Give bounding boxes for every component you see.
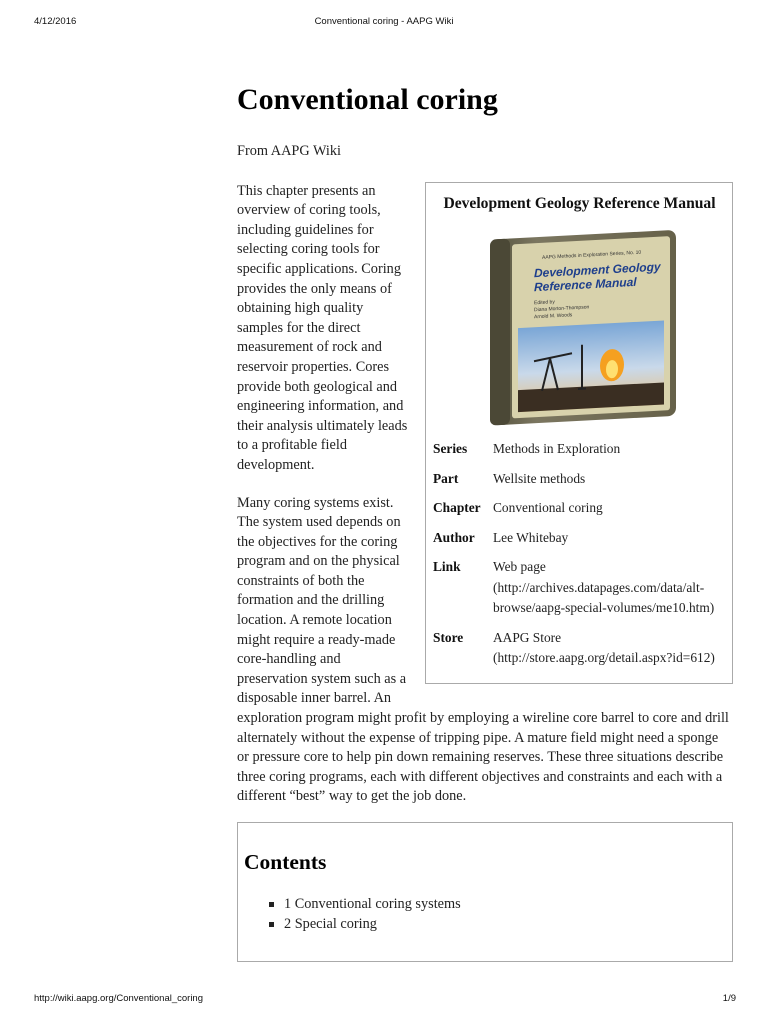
- infobox-row-chapter: [433, 495, 726, 525]
- infobox-label: Chapter: [433, 500, 481, 516]
- print-date: 4/12/2016: [34, 16, 77, 27]
- infobox-label: Author: [433, 529, 475, 545]
- table-of-contents: [237, 822, 733, 962]
- page-title: Conventional coring: [237, 83, 498, 116]
- cover-edited-by: Edited by: [533, 299, 555, 307]
- infobox-value: Methods in Exploration: [493, 441, 621, 457]
- print-url: http://wiki.aapg.org/Conventional_coring: [34, 993, 203, 1004]
- toc-item-label[interactable]: 2 Special coring: [284, 915, 377, 932]
- cover-series-line: AAPG Methods in Exploration Series, No. 10: [541, 249, 641, 261]
- infobox-label: Part: [433, 470, 459, 486]
- infobox-row-store: [433, 625, 726, 675]
- infobox-row-author: [433, 525, 726, 555]
- infobox-row-series: [433, 436, 726, 466]
- toc-title: Contents: [244, 850, 327, 874]
- site-subtitle: From AAPG Wiki: [237, 143, 342, 159]
- body-paragraph: Many coring systems exist. The system used depends on the objectives for the coring program and on the physical constraints of both the formation and the drilling location. A remote location might require a ready-made core-handling and preservation system such as a disposable inner barrel. An exploration program might profit by employing a wireline core barrel to core and drill alternately without the expense of tripping pipe. A mature field might need a sponge or pressure core to help pin down remaining reserves. These three situations describe three coring programs, each with different objectives and constraints and each with a different “best” way to get the job done.: [237, 494, 729, 805]
- infobox-title: Development Geology Reference Manual: [443, 194, 716, 212]
- intro-paragraph: This chapter presents an overview of coring tools, including guidelines for selecting coring tools for specific applications. Coring provides the only means of obtaining high quality samples for the direct measurement of rock and reservoir properties. Cores provide both geological and engineering information, and their analysis ultimately leads to a profitable field development.: [237, 182, 408, 473]
- infobox-label: Store: [433, 629, 464, 645]
- infobox-table: [433, 436, 726, 675]
- infobox-value: Conventional coring: [493, 500, 603, 516]
- infobox-label: Series: [433, 441, 468, 457]
- infobox-row-part: [433, 466, 726, 496]
- infobox-value: Lee Whitebay: [493, 529, 569, 545]
- bullet-icon: [269, 902, 274, 907]
- infobox-link[interactable]: AAPG Store (http://store.aapg.org/detail.aspx?id=612): [493, 629, 715, 666]
- binder-spine: [490, 239, 510, 426]
- cover-editor1: Diana Morton-Thompson: [533, 304, 589, 314]
- toc-item[interactable]: [268, 895, 726, 915]
- toc-item-label[interactable]: 1 Conventional coring systems: [284, 896, 461, 912]
- infobox-value: Wellsite methods: [493, 470, 586, 486]
- print-title: Conventional coring - AAPG Wiki: [314, 16, 454, 27]
- infobox: [425, 182, 733, 684]
- print-page-number: 1/9: [722, 993, 736, 1004]
- cover-title-line1: Development Geology: [533, 259, 661, 281]
- article-content: [237, 78, 733, 962]
- book-cover-image[interactable]: [482, 222, 678, 426]
- infobox-link[interactable]: Web page (http://archives.datapages.com/data/alt-browse/aapg-special-volumes/me10.htm): [493, 559, 715, 616]
- toc-list: [244, 895, 726, 934]
- cover-editor2: Arnold M. Woods: [533, 312, 572, 321]
- infobox-row-link: [433, 554, 726, 625]
- cover-title-line2: Reference Manual: [533, 274, 637, 295]
- bullet-icon: [269, 922, 274, 927]
- toc-item[interactable]: [268, 915, 726, 935]
- infobox-label: Link: [433, 559, 461, 575]
